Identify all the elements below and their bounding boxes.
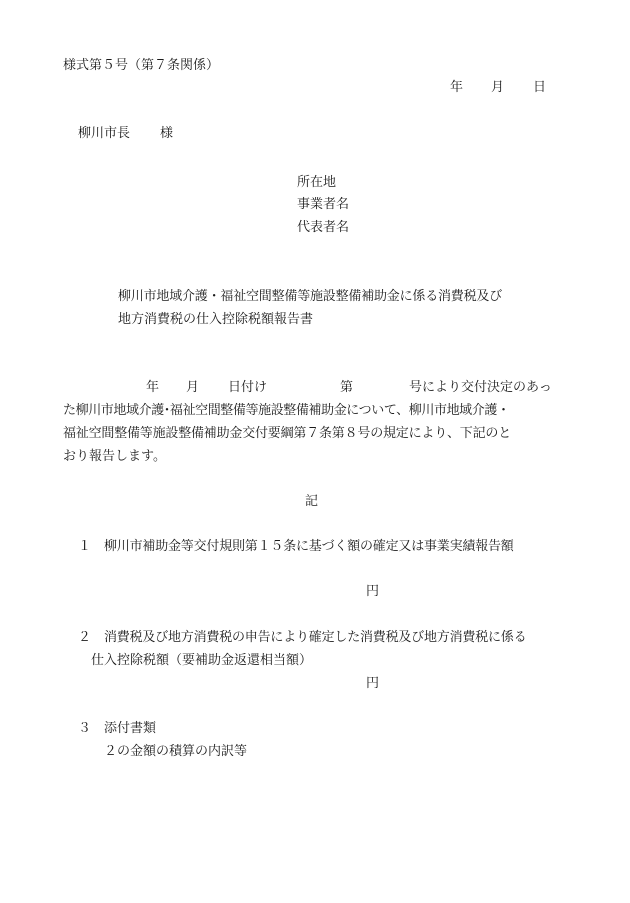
addressee-honorific: 様 bbox=[160, 126, 174, 141]
body-line-2: た柳川市地域介護･福祉空間整備等施設整備補助金について、柳川市地域介護・ bbox=[63, 403, 510, 418]
body-year-label: 年 bbox=[146, 380, 160, 395]
body-line-4: おり報告します。 bbox=[63, 449, 166, 464]
body-month-label: 月 bbox=[186, 380, 200, 395]
ki-heading: 記 bbox=[305, 494, 319, 509]
document-title-line1: 柳川市地域介護・福祉空間整備等施設整備補助金に係る消費税及び bbox=[118, 289, 503, 304]
document-title-line2: 地方消費税の仕入控除税額報告書 bbox=[118, 312, 314, 327]
field-business-name-label: 事業者名 bbox=[297, 197, 350, 212]
item-2-unit: 円 bbox=[366, 676, 380, 691]
item-2-text-continued: 仕入控除税額（要補助金返還相当額） bbox=[91, 653, 313, 668]
item-1-number: １ bbox=[78, 539, 92, 554]
item-3-sub: ２の金額の積算の内訳等 bbox=[104, 744, 248, 759]
addressee-name: 柳川市長 bbox=[78, 126, 131, 141]
item-1-unit: 円 bbox=[366, 584, 380, 599]
date-year-label: 年 bbox=[450, 80, 464, 95]
body-go-text: 号により交付決定のあっ bbox=[409, 380, 552, 395]
field-address-label: 所在地 bbox=[297, 175, 337, 190]
item-3-number: ３ bbox=[78, 721, 92, 736]
item-3-text: 添付書類 bbox=[104, 721, 157, 736]
form-number: 様式第５号（第７条関係） bbox=[63, 58, 220, 73]
item-2-number: ２ bbox=[78, 630, 92, 645]
field-representative-label: 代表者名 bbox=[297, 220, 350, 235]
body-dated-label: 日付け bbox=[228, 380, 268, 395]
date-day-label: 日 bbox=[533, 80, 547, 95]
date-month-label: 月 bbox=[491, 80, 505, 95]
item-1-text: 柳川市補助金等交付規則第１５条に基づく額の確定又は事業実績報告額 bbox=[104, 539, 514, 554]
body-dai-label: 第 bbox=[340, 380, 354, 395]
body-line-3: 福祉空間整備等施設整備補助金交付要綱第７条第８号の規定により、下記のと bbox=[63, 426, 512, 441]
item-2-text: 消費税及び地方消費税の申告により確定した消費税及び地方消費税に係る bbox=[104, 630, 527, 645]
